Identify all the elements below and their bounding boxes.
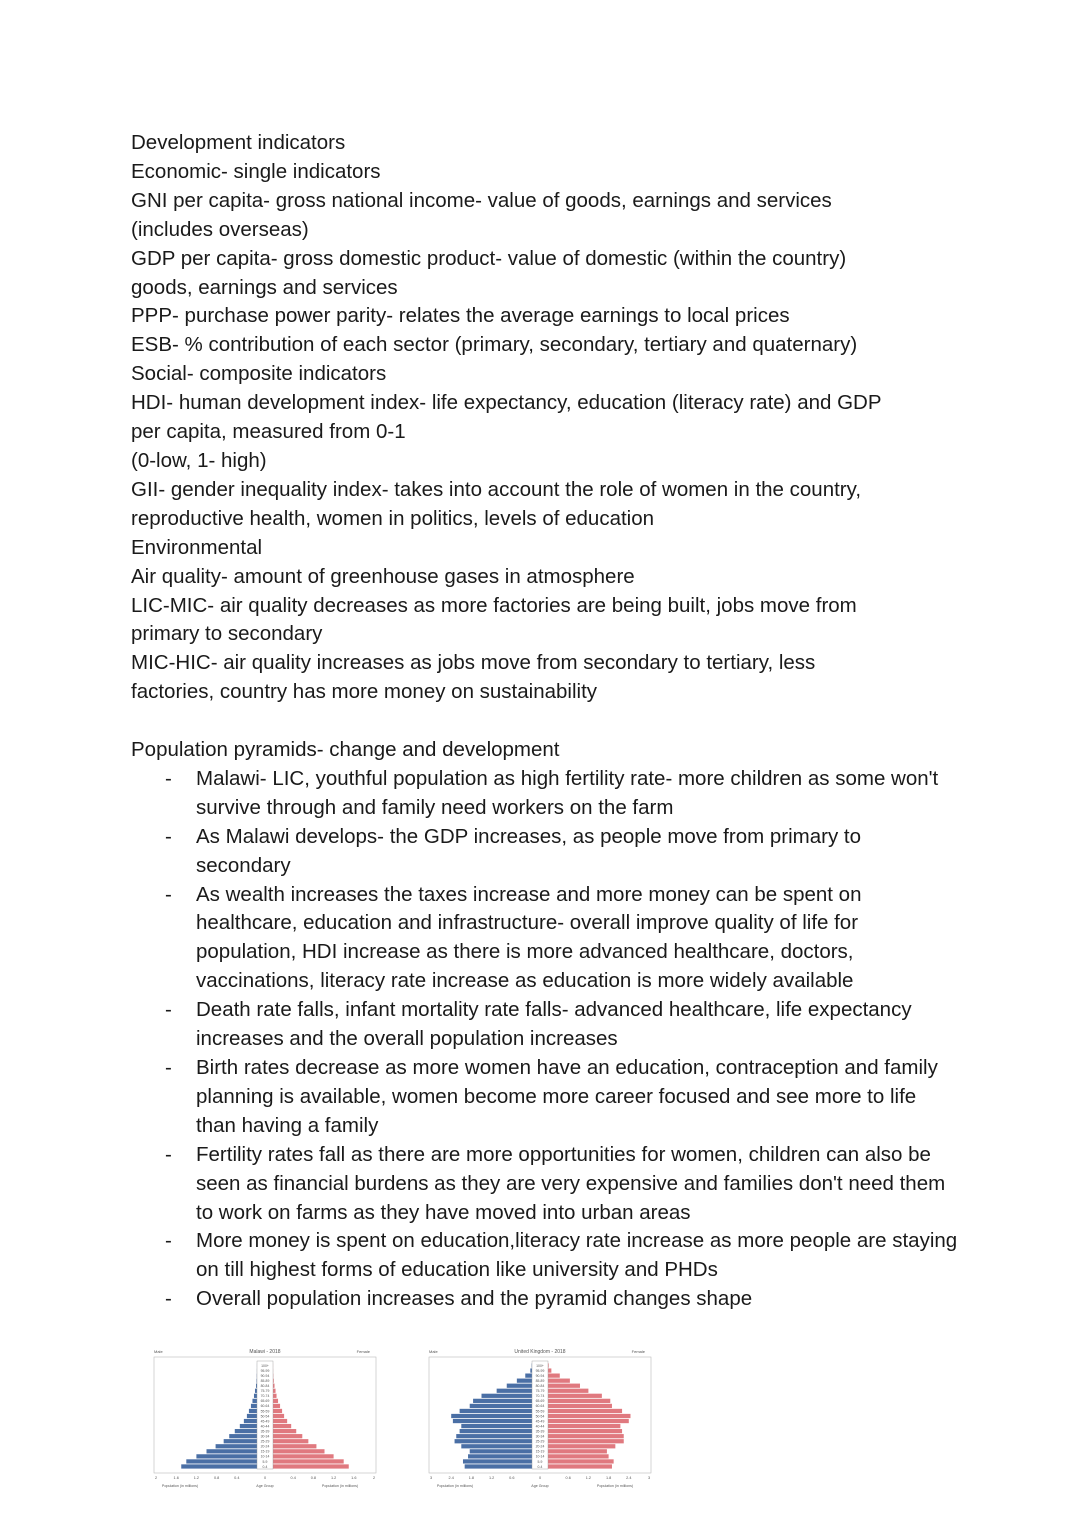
male-bar (473, 1399, 532, 1403)
age-group-label: 35-39 (535, 1429, 545, 1434)
female-bar (548, 1379, 570, 1383)
male-bar (530, 1368, 532, 1372)
male-bar (247, 1414, 257, 1418)
x-tick-label: 1.2 (488, 1476, 495, 1480)
age-group-label: 100+ (536, 1363, 544, 1368)
x-tick-label: 3 (647, 1476, 651, 1480)
bullet-dash: - (165, 1287, 172, 1311)
female-bar (273, 1419, 287, 1423)
male-bar (224, 1439, 257, 1443)
text-line: Economic- single indicators (131, 159, 381, 183)
x-tick-label: 0.4 (290, 1476, 296, 1480)
male-bar (255, 1389, 257, 1393)
age-group-label: 45-49 (260, 1419, 270, 1424)
bullet-text: Fertility rates fall as there are more opportunities for women, children can also be seen as financial burdens as they are very expensive and families don't need them to work on farms as they have moved into urban areas (196, 1142, 946, 1224)
age-group-label: 65-69 (535, 1399, 545, 1404)
text-line: GNI per capita- gross national income- value of goods, earnings and services (131, 188, 832, 212)
age-group-label: 60-64 (260, 1404, 270, 1409)
text-line: reproductive health, women in politics, levels of education (131, 506, 655, 530)
text-line: primary to secondary (131, 622, 323, 646)
age-group-label: 55-59 (535, 1409, 545, 1414)
female-bar (273, 1414, 284, 1418)
bullet-text: Birth rates decrease as more women have an education, contraception and family planning is available, women become more career focused and see more to life than having a family (196, 1055, 938, 1137)
male-bar (460, 1409, 532, 1413)
age-group-label: 50-54 (260, 1414, 270, 1419)
bullet-item (131, 1054, 961, 1141)
bullet-dash: - (165, 1055, 172, 1079)
female-bar (273, 1409, 282, 1413)
age-group-label: 60-64 (535, 1404, 545, 1409)
male-bar (463, 1459, 532, 1463)
x-axis-label-center: Age Group (256, 1484, 274, 1488)
age-group-label: 75-79 (535, 1389, 545, 1394)
male-bar (207, 1449, 258, 1453)
female-bar (548, 1434, 624, 1438)
x-tick-label: 1.6 (351, 1476, 357, 1480)
text-line: (includes overseas) (131, 217, 309, 241)
age-group-label: 100+ (261, 1363, 269, 1368)
x-tick-label: 0.6 (509, 1476, 515, 1480)
text-line: Development indicators (131, 131, 346, 154)
text-line: GDP per capita- gross domestic product- value of domestic (within the country) (131, 246, 847, 270)
bullet-text: As Malawi develops- the GDP increases, as people move from primary to secondary (196, 824, 862, 877)
bullet-item (131, 1141, 961, 1228)
development-indicators-section (131, 129, 961, 707)
population-pyramids-section (131, 736, 961, 1314)
female-bar (548, 1373, 560, 1377)
age-group-label: 20-24 (260, 1444, 270, 1449)
female-bar (548, 1449, 607, 1453)
x-tick-label: 1.2 (330, 1476, 337, 1480)
age-group-label: 35-39 (260, 1429, 270, 1434)
age-group-label: 30-34 (260, 1434, 270, 1439)
female-bar (548, 1454, 609, 1458)
male-bar (244, 1419, 257, 1423)
text-line: Air quality- amount of greenhouse gases in atmosphere (131, 564, 635, 588)
female-bar (548, 1419, 629, 1423)
male-bar (470, 1404, 532, 1408)
x-tick-label: 0.6 (565, 1476, 571, 1480)
x-tick-label: 2.4 (448, 1476, 454, 1480)
text-line: factories, country has more money on sustainability (131, 680, 598, 704)
text-line: goods, earnings and services (131, 275, 398, 299)
male-bar (229, 1434, 257, 1438)
age-group-label: 25-29 (535, 1439, 545, 1444)
x-axis-label-center: Age Group (531, 1484, 549, 1488)
age-group-label: 5-9 (262, 1459, 268, 1464)
age-group-label: 0-4 (262, 1464, 268, 1469)
age-group-label: 30-34 (535, 1434, 545, 1439)
age-group-label: 5-9 (537, 1459, 543, 1464)
x-tick-label: 0.8 (213, 1476, 220, 1480)
age-group-label: 40-44 (260, 1424, 270, 1429)
x-axis-label-right: Population (in millions) (321, 1484, 359, 1488)
male-bar (507, 1384, 532, 1388)
male-bar (252, 1399, 257, 1403)
male-bar (216, 1444, 257, 1448)
age-group-label: 20-24 (535, 1444, 545, 1449)
female-bar (273, 1394, 277, 1398)
bullet-item (131, 823, 961, 881)
chart-title: Malawi - 2018 (249, 1349, 281, 1355)
male-bar (497, 1389, 532, 1393)
malawi-pyramid-chart (150, 1345, 380, 1495)
age-group-label: 80-84 (260, 1384, 270, 1389)
age-group-label: 80-84 (535, 1384, 545, 1389)
female-bar (548, 1384, 580, 1388)
male-bar (235, 1429, 257, 1433)
bullet-item (131, 765, 961, 823)
male-bar (461, 1444, 532, 1448)
age-group-label: 45-49 (535, 1419, 545, 1424)
male-bar (453, 1419, 532, 1423)
bullet-item (131, 881, 961, 997)
male-bar (482, 1394, 533, 1398)
male-bar (468, 1454, 532, 1458)
age-group-label: 70-74 (535, 1394, 545, 1399)
bullet-dash: - (165, 1142, 172, 1166)
age-group-label: 90-94 (535, 1373, 545, 1378)
female-bar (273, 1434, 302, 1438)
male-bar (456, 1434, 532, 1438)
male-bar (254, 1394, 257, 1398)
female-bar (273, 1454, 334, 1458)
age-group-label: 40-44 (535, 1424, 545, 1429)
text-line: LIC-MIC- air quality decreases as more factories are being built, jobs move from (131, 593, 857, 617)
age-group-label: 10-14 (260, 1454, 270, 1459)
bullet-text: As wealth increases the taxes increase and more money can be spent on healthcare, education and infrastructure- overall improve quality of life for population, HDI increase as there is more advanced healthcare, doctors, vaccinations, literacy rate increase as education is more widely available (196, 882, 862, 993)
text-line: Environmental (131, 535, 263, 559)
age-group-label: 10-14 (535, 1454, 545, 1459)
text-line: GII- gender inequality index- takes into account the role of women in the country, (131, 477, 862, 501)
bullet-item (131, 996, 961, 1054)
female-label: Female (356, 1349, 370, 1354)
female-bar (548, 1414, 630, 1418)
x-tick-label: 0 (538, 1476, 542, 1480)
female-bar (273, 1439, 308, 1443)
text-line: HDI- human development index- life expectancy, education (literacy rate) and GDP (131, 391, 882, 415)
female-bar (548, 1404, 612, 1408)
bullet-text: More money is spent on education,literacy rate increase as more people are staying on till highest forms of education like university and PHDs (196, 1229, 958, 1282)
x-tick-label: 2.4 (626, 1476, 632, 1480)
x-tick-label: 1.2 (585, 1476, 592, 1480)
male-label: Male (429, 1349, 438, 1354)
age-group-label: 85-89 (260, 1378, 270, 1383)
female-bar (273, 1429, 296, 1433)
bullet-dash: - (165, 1229, 172, 1253)
female-bar (548, 1424, 620, 1428)
age-group-label: 75-79 (260, 1389, 270, 1394)
age-group-label: 0-4 (537, 1464, 543, 1469)
female-bar (273, 1384, 275, 1388)
document-body (131, 129, 961, 1314)
male-bar (465, 1464, 532, 1468)
female-bar (273, 1399, 278, 1403)
x-tick-label: 1.2 (193, 1476, 200, 1480)
age-group-label: 55-59 (260, 1409, 270, 1414)
female-bar (548, 1399, 610, 1403)
male-bar (196, 1454, 257, 1458)
bullet-dash: - (165, 882, 172, 906)
text-line: ESB- % contribution of each sector (primary, secondary, tertiary and quaternary) (131, 333, 858, 357)
female-bar (548, 1409, 622, 1413)
female-bar (548, 1439, 624, 1443)
bullet-item (131, 1227, 961, 1285)
male-bar (240, 1424, 257, 1428)
female-bar (548, 1464, 612, 1468)
male-bar (186, 1459, 257, 1463)
chart-title: United Kingdom - 2018 (514, 1349, 566, 1355)
female-bar (548, 1394, 602, 1398)
bullet-dash: - (165, 824, 172, 848)
text-line: Social- composite indicators (131, 362, 387, 386)
male-bar (517, 1379, 532, 1383)
bullet-text: Malawi- LIC, youthful population as high fertility rate- more children as some won't survive through and family need workers on the farm (196, 766, 939, 819)
male-bar (461, 1424, 532, 1428)
x-tick-label: 1.8 (468, 1476, 475, 1480)
female-bar (548, 1368, 551, 1372)
age-group-label: 25-29 (260, 1439, 270, 1444)
female-bar (273, 1404, 280, 1408)
bullet-text: Death rate falls, infant mortality rate falls- advanced healthcare, life expectancy increases and the overall population increases (196, 998, 912, 1051)
female-bar (548, 1459, 614, 1463)
x-axis-label-left: Population (in millions) (436, 1484, 474, 1488)
section-heading: Population pyramids- change and development (131, 738, 560, 762)
male-bar (181, 1464, 257, 1468)
bullet-list (131, 765, 961, 1314)
age-group-label: 85-89 (535, 1378, 545, 1383)
female-bar (548, 1389, 588, 1393)
x-tick-label: 1.8 (605, 1476, 612, 1480)
age-group-label: 15-19 (535, 1449, 545, 1454)
female-label: Female (631, 1349, 645, 1354)
age-group-label: 65-69 (260, 1399, 270, 1404)
x-tick-label: 2 (154, 1476, 158, 1480)
age-group-label: 70-74 (260, 1394, 270, 1399)
female-bar (548, 1444, 615, 1448)
age-group-label: 95-99 (260, 1368, 270, 1373)
x-tick-label: 0.8 (310, 1476, 317, 1480)
bullet-item (131, 1285, 961, 1314)
x-tick-label: 2 (372, 1476, 376, 1480)
x-tick-label: 3 (429, 1476, 433, 1480)
age-group-label: 50-54 (535, 1414, 545, 1419)
female-bar (548, 1429, 622, 1433)
text-line: MIC-HIC- air quality increases as jobs move from secondary to tertiary, less (131, 651, 816, 675)
male-bar (470, 1449, 532, 1453)
x-tick-label: 1.6 (173, 1476, 179, 1480)
age-group-label: 90-94 (260, 1373, 270, 1378)
female-bar (273, 1444, 316, 1448)
uk-pyramid-chart (425, 1345, 655, 1495)
bullet-dash: - (165, 766, 172, 790)
bullet-text: Overall population increases and the pyramid changes shape (196, 1287, 753, 1311)
male-label: Male (154, 1349, 163, 1354)
female-bar (273, 1449, 325, 1453)
x-axis-label-right: Population (in millions) (596, 1484, 634, 1488)
male-bar (455, 1439, 532, 1443)
text-line: (0-low, 1- high) (131, 448, 267, 472)
x-tick-label: 0.4 (234, 1476, 240, 1480)
female-bar (273, 1389, 276, 1393)
x-axis-label-left: Population (in millions) (161, 1484, 199, 1488)
male-bar (251, 1404, 257, 1408)
x-tick-label: 0 (263, 1476, 267, 1480)
male-bar (460, 1429, 532, 1433)
age-group-label: 15-19 (260, 1449, 270, 1454)
text-line: PPP- purchase power parity- relates the average earnings to local prices (131, 304, 790, 328)
age-group-label: 95-99 (535, 1368, 545, 1373)
male-bar (451, 1414, 532, 1418)
male-bar (525, 1373, 532, 1377)
female-bar (273, 1464, 349, 1468)
bullet-dash: - (165, 998, 172, 1022)
female-bar (273, 1459, 344, 1463)
text-line: per capita, measured from 0-1 (131, 420, 406, 444)
female-bar (273, 1424, 291, 1428)
male-bar (249, 1409, 257, 1413)
